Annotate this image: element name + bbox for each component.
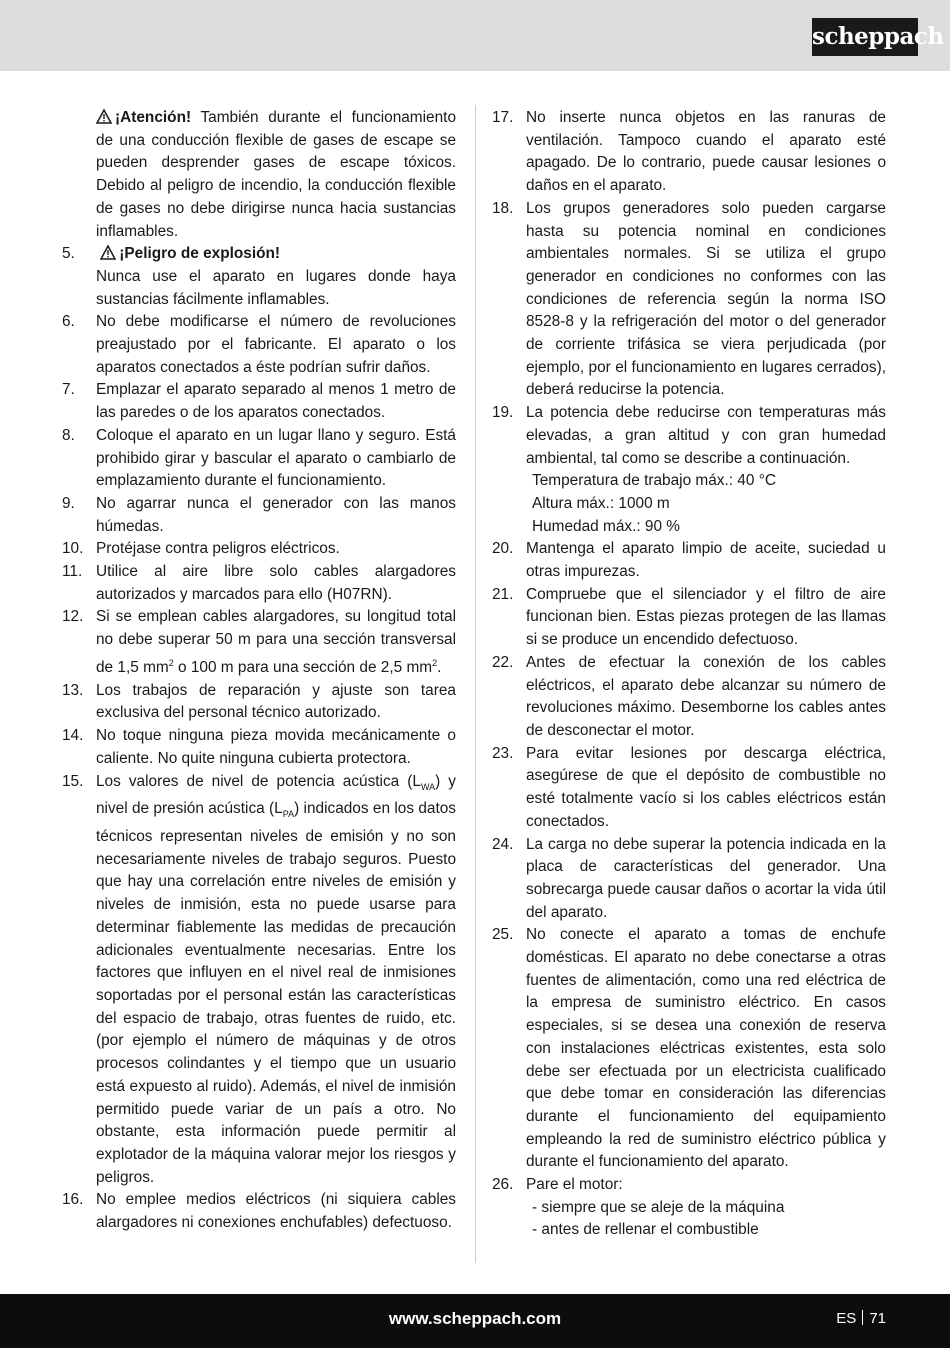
list-item-25 xyxy=(492,924,886,1174)
list-item-11 xyxy=(62,561,456,606)
list-item-23 xyxy=(492,743,886,834)
item-number: 26. xyxy=(492,1176,514,1194)
warning-triangle-icon xyxy=(96,109,112,124)
item-number: 17. xyxy=(492,109,514,126)
item-number: 6. xyxy=(62,313,75,331)
list-item-16 xyxy=(62,1189,456,1234)
list-item-18 xyxy=(492,198,886,402)
limit-humidity: Humedad máx.: 90 % xyxy=(532,517,680,535)
item-number: 14. xyxy=(62,727,84,745)
warning-title: ¡Atención! xyxy=(115,109,192,126)
item-number: 5. xyxy=(62,245,75,263)
item-text: No agarrar nunca el generador con las manos húmedas. xyxy=(96,494,456,535)
item-text: Nunca use el aparato en lugares donde haya sustancias fácilmente inflamables. xyxy=(96,267,456,308)
list-item-15 xyxy=(62,771,456,1190)
warning-text: También durante el funcionamiento de una conducción flexible de gases de escape se pueden desprender gases de escape tóxicos. Debido al peligro de incendio, la conducción flexible de gases no debe dirigirse nunca hacia sustancias inflamables. xyxy=(96,109,457,240)
item-title: ¡Peligro de explosión! xyxy=(119,245,281,263)
item-text: No emplee medios eléctricos (ni siquiera cables alargadores ni conexiones enchufables) defectuoso. xyxy=(96,1191,456,1232)
list-item-6 xyxy=(62,311,456,379)
language-code: ES xyxy=(836,1310,857,1327)
list-item-12 xyxy=(62,606,456,679)
item-number: 10. xyxy=(62,540,84,558)
item-text: No conecte el aparato a tomas de enchufe domésticas. El aparato no debe conectarse a otras fuentes de alimentación, como una red eléctrica de la empresa de suministro eléctrico. En casos especiales, si se desea una conexión de reserva con instalaciones eléctricas existentes, esta solo debe ser efectuada por un electricista cualificado que debe tomar en consideración las diferencias durante el funcionamiento del equipamiento empleando la red de suministro eléctrico pública y durante el funcionamiento del aparato. xyxy=(526,926,886,1171)
list-item-24 xyxy=(492,834,886,925)
item-text: Antes de efectuar la conexión de los cables eléctricos, el aparato debe alcanzar su número de revoluciones máximo. Desemborne los cables antes de desconectar el motor. xyxy=(526,653,886,739)
scheppach-logo: scheppach xyxy=(812,18,918,56)
item-text: Pare el motor: xyxy=(526,1176,623,1194)
list-item-7 xyxy=(62,379,456,424)
item-text: Compruebe que el silenciador y el filtro de aire funcionan bien. Estas piezas protegen de las llamas si se produce un encendido defectuoso. xyxy=(526,585,886,649)
item-text: No debe modificarse el número de revoluciones preajustado por el fabricante. El aparato o los aparatos conectados a éste podrían sufrir daños. xyxy=(96,313,456,376)
item-number: 24. xyxy=(492,835,514,853)
list-item-13 xyxy=(62,680,456,725)
item-number: 12. xyxy=(62,608,84,626)
item-number: 11. xyxy=(62,563,83,581)
list-item-10 xyxy=(62,538,456,561)
item-number: 21. xyxy=(492,585,514,603)
intro-warning xyxy=(62,107,456,243)
item-number: 22. xyxy=(492,653,514,671)
list-item-19 xyxy=(492,402,886,538)
item-number: 8. xyxy=(62,426,75,444)
item-text: Mantenga el aparato limpio de aceite, suciedad u otras impurezas. xyxy=(526,540,886,581)
list-item-26 xyxy=(492,1174,886,1242)
list-item-17 xyxy=(492,107,886,198)
item-text: La potencia debe reducirse con temperaturas más elevadas, a gran altitud y con gran humedad ambiental, tal como se describe a continuación. xyxy=(526,404,886,467)
list-item-14 xyxy=(62,725,456,770)
item-number: 23. xyxy=(492,744,514,762)
page-indicator xyxy=(836,1310,886,1327)
list-item-5 xyxy=(62,243,456,311)
list-item-21 xyxy=(492,584,886,652)
page-number: 71 xyxy=(869,1310,886,1327)
item-text: No toque ninguna pieza movida mecánicamente o caliente. No quite ninguna cubierta protectora. xyxy=(96,727,456,767)
item-text: Emplazar el aparato separado al menos 1 metro de las paredes o de los aparatos conectados. xyxy=(96,381,456,422)
page-separator xyxy=(862,1310,863,1325)
item-text: No inserte nunca objetos en las ranuras de ventilación. Tampoco cuando el aparato esté apagado. De lo contrario, puede causar lesiones o daños en el aparato. xyxy=(526,109,886,195)
list-item-8 xyxy=(62,425,456,493)
left-column xyxy=(62,107,456,1235)
limit-temperature: Temperatura de trabajo máx.: 40 °C xyxy=(532,472,776,490)
sub-item: - siempre que se aleje de la máquina xyxy=(532,1198,785,1216)
item-text: Para evitar lesiones por descarga eléctrica, asegúrese de que el depósito de combustible no esté totalmente vacío si los cables eléctricos están conectados. xyxy=(526,744,886,830)
item-text: Los valores de nivel de potencia acústica $(L_{WA})$ y nivel de presión acústica $(L_{PA})$ indicados en los datos técnicos representan niveles de emisión y no son necesariamente niveles de trabajo seguros. Puesto que hay una correlación entre niveles de emisión y niveles de inmisión, esta no puede usarse para determinar fiablemente las medidas de precaución adicionales eventualmente necesarias. Entre los factores que influyen en el nivel real de inmisiones soportadas por el personal están las características del espacio de trabajo, otras fuentes de ruido, etc. (por ejemplo el número de máquinas y de otros procesos colindantes y el tiempo que un usuario está expuesto al ruido). Además, el nivel de inmisión permitido puede variar de un país a otro. No obstante, esta información puede permitir al explotador de la máquina valorar mejor los riesgos y peligros. xyxy=(96,772,457,1186)
warning-triangle-icon xyxy=(100,245,116,260)
footer-website-link[interactable]: www.scheppach.com xyxy=(388,1309,562,1328)
header-band xyxy=(0,0,950,71)
column-divider xyxy=(475,105,476,1263)
limit-altitude: Altura máx.: 1000 m xyxy=(532,494,670,512)
footer-bar xyxy=(0,1294,950,1348)
item-text: Los trabajos de reparación y ajuste son tarea exclusiva del personal técnico autorizado. xyxy=(96,681,456,722)
item-text: Protéjase contra peligros eléctricos. xyxy=(96,540,340,558)
item-number: 19. xyxy=(492,404,514,422)
item-number: 16. xyxy=(62,1191,84,1209)
item-text: Los grupos generadores solo pueden cargarse hasta su potencia nominal en condiciones ambientales normales. Si se utiliza el grupo generador en condiciones no conformes con las condiciones de referencia según la norma ISO 8528-8 y la refrigeración del motor o del generador de corriente trifásica se viera perjudicada (por ejemplo, por el funcionamiento en lugares cerrados), deberá reducirse la potencia. xyxy=(526,199,886,399)
item-text: La carga no debe superar la potencia indicada en la placa de características del generador. Una sobrecarga puede causar daños o acortar la vida útil del aparato. xyxy=(526,835,886,921)
item-number: 9. xyxy=(62,494,75,512)
item-number: 18. xyxy=(492,199,514,217)
item-number: 20. xyxy=(492,540,514,558)
right-column xyxy=(492,107,886,1242)
item-text: Utilice al aire libre solo cables alargadores autorizados y marcados para ello (H07RN). xyxy=(96,563,456,603)
item-text: Coloque el aparato en un lugar llano y seguro. Está prohibido girar y bascular el aparato o cambiarlo de emplazamiento durante el funcionamiento. xyxy=(96,426,456,490)
item-number: 25. xyxy=(492,926,514,944)
sub-item: - antes de rellenar el combustible xyxy=(532,1221,759,1239)
item-text: Si se emplean cables alargadores, su longitud total no debe superar 50 m para una sección transversal de 1,5 $mm^2$ o 100 m para una sección de 2,5 $mm^2$. xyxy=(96,608,456,676)
item-number: 15. xyxy=(62,772,84,790)
list-item-9 xyxy=(62,493,456,538)
item-number: 7. xyxy=(62,381,75,399)
list-item-22 xyxy=(492,652,886,743)
list-item-20 xyxy=(492,538,886,583)
item-number: 13. xyxy=(62,681,84,699)
